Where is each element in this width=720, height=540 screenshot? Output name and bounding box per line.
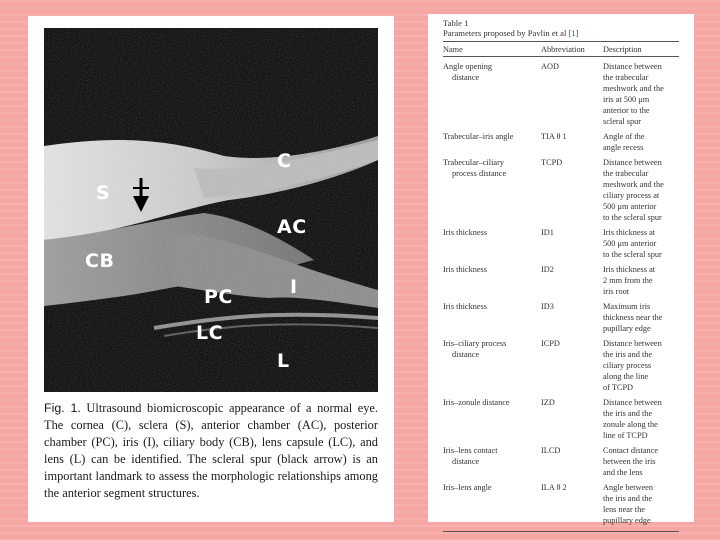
label-iris: I [290,276,298,298]
table-body [443,61,679,526]
cell-description-line: ciliary process [603,361,652,370]
cell-description-line: iris root [603,287,630,296]
cell-description-line: to the scleral spur [603,250,662,259]
cell-description-line: Maximum iris [603,302,651,311]
label-posterior-chamber: PC [204,286,233,308]
table-header-row [443,42,679,57]
cell-description-line: ciliary process at [603,191,660,200]
cell-name [443,338,541,393]
cell-name [443,227,541,260]
cell-description [603,131,677,153]
cell-description-line: scleral spur [603,117,642,126]
cell-description-line: Distance between [603,158,662,167]
table-bottom-rule [443,531,679,532]
cell-description-line: 500 μm anterior [603,202,657,211]
cell-description-line: Contact distance [603,446,659,455]
table-panel [428,14,694,525]
table-row [443,301,679,334]
table-row [443,482,679,526]
label-ciliary-body: CB [85,250,115,272]
cell-description-line: zonule along the [603,420,658,429]
cell-description-line: 500 μm anterior [603,239,657,248]
cell-description-line: the trabecular [603,73,649,82]
cell-name-continued: distance [452,350,480,359]
cell-description [603,157,677,223]
cell-description-line: angle recess [603,143,644,152]
figure-caption-label: Fig. 1. [44,401,81,415]
cell-description [603,301,677,334]
cell-description-line: line of TCPD [603,431,648,440]
parameters-table [443,18,679,532]
cell-name-line: Iris–zonule distance [443,398,510,407]
cell-description-line: Angle between [603,483,653,492]
table-row [443,445,679,478]
table-row [443,397,679,441]
cell-name-line: Iris–lens contact [443,446,498,455]
label-anterior-chamber: AC [277,216,307,238]
cell-description-line: Distance between [603,339,662,348]
label-cornea: C [277,150,292,172]
cell-name-line: Iris thickness [443,302,488,311]
ultrasound-image [44,28,378,392]
cell-description-line: Iris thickness at [603,228,656,237]
cell-description-line: thickness near the [603,313,663,322]
cell-description-line: Distance between [603,62,662,71]
cell-name-line: Iris–ciliary process [443,339,507,348]
cell-name-line: Iris–lens angle [443,483,492,492]
cell-description [603,227,677,260]
cell-description-line: Iris thickness at [603,265,656,274]
header-abbreviation: Abbreviation [541,45,585,54]
cell-description [603,61,677,127]
cell-abbreviation: ID2 [541,265,554,274]
cell-name [443,61,541,127]
cell-description [603,338,677,393]
table-row [443,264,679,297]
label-lens: L [277,350,290,372]
cell-name-line: Trabecular–iris angle [443,132,514,141]
cell-name-continued: process distance [452,169,507,178]
cell-name-continued: distance [452,73,480,82]
cell-description [603,264,677,297]
table-row [443,157,679,223]
cell-description [603,445,677,478]
cell-abbreviation: ID1 [541,228,554,237]
cell-abbreviation: ILCD [541,446,561,455]
cell-description-line: meshwork and the [603,180,664,189]
cell-abbreviation: ILA θ 2 [541,483,567,492]
table-row [443,61,679,127]
cell-name [443,445,541,478]
figure-caption-text: Ultrasound biomicroscopic appearance of a normal eye. The cornea (C), sclera (S), anterior chamber (AC), posterior chamber (PC), iris (I), ciliary body (CB), lens capsule (LC), and lens (L) can be identified. The scleral spur (black arrow) is an important landmark to assess the morphologic relationships among the anterior segment structures. [44,401,378,500]
cell-description-line: anterior to the [603,106,650,115]
cell-description-line: between the iris [603,457,656,466]
cell-description-line: of TCPD [603,383,634,392]
table-row [443,227,679,260]
cell-description-line: iris at 500 μm [603,95,650,104]
header-description: Description [603,45,642,54]
cell-description-line: pupillary edge [603,516,651,525]
cell-name-continued: distance [452,457,480,466]
cell-description [603,397,677,441]
cell-description [603,482,677,526]
label-sclera: S [96,182,111,204]
cell-name [443,301,541,334]
figure-panel [28,16,394,522]
cell-name-line: Iris thickness [443,265,488,274]
cell-description-line: to the scleral spur [603,213,662,222]
cell-abbreviation: ICPD [541,339,560,348]
cell-name-line: Trabecular–ciliary [443,158,504,167]
table-row [443,338,679,393]
table-title-text: Parameters proposed by Pavlin et al [443,28,569,38]
cell-abbreviation: TIA θ 1 [541,132,567,141]
cell-description-line: and the lens [603,468,643,477]
table-title [443,28,679,38]
cell-description-line: the iris and the [603,409,653,418]
cell-name [443,131,541,153]
cell-description-line: Distance between [603,398,662,407]
header-name: Name [443,45,463,54]
cell-abbreviation: IZD [541,398,555,407]
cell-description-line: meshwork and the [603,84,664,93]
cell-name [443,157,541,223]
table-row [443,131,679,153]
cell-description-line: along the line [603,372,649,381]
cell-abbreviation: TCPD [541,158,563,167]
figure-caption [44,400,378,502]
cell-description-line: pupillary edge [603,324,651,333]
cell-name-line: Angle opening [443,62,493,71]
cell-abbreviation: ID3 [541,302,554,311]
cell-name-line: Iris thickness [443,228,488,237]
cell-description-line: 2 mm from the [603,276,653,285]
cell-description-line: the trabecular [603,169,649,178]
cell-description-line: Angle of the [603,132,645,141]
cell-description-line: the iris and the [603,350,653,359]
cell-name [443,397,541,441]
cell-description-line: the iris and the [603,494,653,503]
table-number: Table 1 [443,18,469,28]
table-citation-link[interactable]: [1] [568,28,579,38]
cell-abbreviation: AOD [541,62,559,71]
cell-name [443,264,541,297]
label-lens-capsule: LC [196,322,224,344]
cell-name [443,482,541,526]
cell-description-line: lens near the [603,505,645,514]
